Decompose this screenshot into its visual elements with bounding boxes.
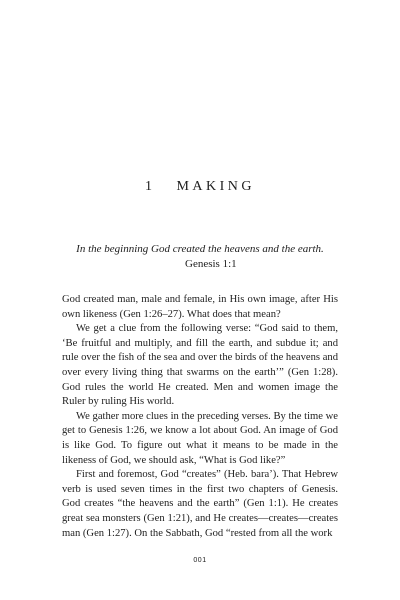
- chapter-number: 1: [144, 179, 156, 194]
- epigraph: [20, 242, 380, 272]
- epigraph-quote: In the beginning God created the heavens and the earth.: [76, 243, 324, 255]
- body-text: [62, 293, 338, 541]
- page-number: 001: [193, 557, 207, 564]
- epigraph-reference: Genesis 1:1: [185, 258, 237, 270]
- paragraph: God created man, male and female, in His own image, after His own likeness (Gen 1:26–27). What does that mean?: [62, 294, 338, 320]
- chapter-title: MAKING: [176, 179, 256, 194]
- paragraph: We gather more clues in the preceding verses. By the time we get to Genesis 1:26, we know a lot about God. An image of God is like God. To figure out what it means to be made in the likeness of God, we should ask, “What is God like?”: [62, 410, 338, 466]
- chapter-heading: [0, 179, 400, 195]
- paragraph: We get a clue from the following verse: “God said to them, ‘Be fruitful and multiply, and fill the earth, and subdue it; and rule over the fish of the sea and over the birds of the heavens and over every living thing that swarms on the earth’” (Gen 1:28). God rules the world He created. Men and women image the Ruler by ruling His world.: [62, 323, 338, 408]
- paragraph: First and foremost, God “creates” (Heb. bara’). That Hebrew verb is used seven times in the first two chapters of Genesis. God creates “the heavens and the earth” (Gen 1:1). He creates great sea monsters (Gen 1:21), and He creates—creates—creates man (Gen 1:27). On the Sabbath, God “rested from all the work: [62, 469, 338, 539]
